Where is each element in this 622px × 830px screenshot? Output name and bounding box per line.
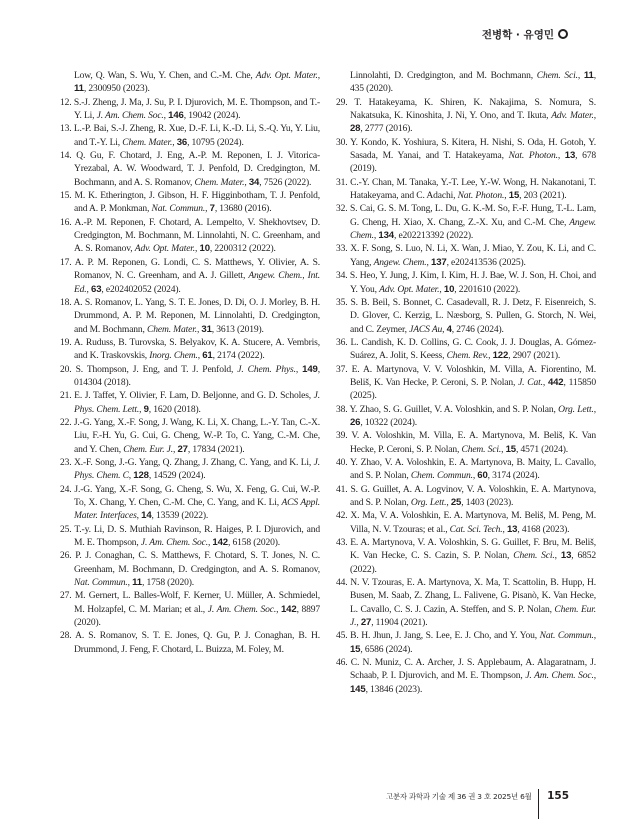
reference-text: , [446,497,451,508]
reference-text: , 6852 (2022). [350,550,596,575]
volume-number: 134 [378,230,394,242]
journal-name: J. Am. Chem. Soc. [96,110,164,122]
reference-number: 15. [60,190,75,202]
circle-ring-icon [558,29,568,39]
volume-number: 61 [202,350,213,362]
volume-number: 146 [168,110,184,122]
reference-text: , 4571 (2024). [515,443,568,455]
journal-name: Adv. Opt. Mater. [134,243,196,255]
reference-item [60,296,320,336]
journal-name: Nat. Commun. [539,630,594,642]
reference-text: , 13539 (2022). [151,510,209,522]
reference-text: , e202413536 (2025). [446,256,526,268]
journal-name: Chem. Sci. [536,70,578,81]
volume-number: 149 [302,363,318,375]
reference-text: , [127,577,133,589]
footer-divider [538,789,540,819]
reference-item [60,96,320,123]
reference-item [336,456,596,483]
running-header [482,26,568,42]
reference-item [336,176,596,203]
reference-item [60,363,320,390]
reference-text: , [195,243,200,255]
volume-number: 27 [177,443,188,455]
reference-text: , 2200312 (2022). [209,243,276,255]
reference-text: X.-F. Song, J.-G. Yang, Q. Zhang, J. Zhang, C. Yang, and K. Li, [73,456,314,468]
reference-number: 24. [60,483,75,495]
journal-name: J. Phys. Chem. C [74,456,320,482]
volume-number: 15 [350,643,361,655]
journal-name: Chem. Eur. J. [123,443,173,455]
reference-number: 38. [336,403,350,415]
reference-item [60,629,320,656]
journal-name: Inorg. Chem. [149,350,198,362]
reference-text: , [196,323,202,335]
reference-number: 37. [336,363,352,375]
reference-text: , 10795 (2024). [187,136,244,148]
reference-item [60,523,320,550]
volume-number: 145 [350,683,366,695]
reference-text: , 1620 (2018). [148,403,201,415]
reference-text: , 19042 (2024). [183,110,241,122]
reference-item [336,136,596,176]
reference-item [336,656,596,696]
reference-text: , [504,190,509,202]
reference-text: , [442,323,447,335]
references-left-column [60,69,320,656]
reference-text: , e202402052 (2024). [101,283,181,295]
reference-number: 29. [336,96,355,108]
journal-name: Adv. Mater. [551,110,594,122]
reference-text: , 3613 (2019). [211,323,264,335]
journal-name: J. Cat. [518,376,543,388]
volume-number: 15 [508,190,520,202]
reference-item [336,483,596,510]
reference-text: , 115850 (2025). [350,376,596,402]
journal-name: Chem. Sci. [513,550,555,562]
journal-name: Chem. Mater. [122,136,173,148]
reference-text: A. S. Romanov, S. T. E. Jones, Q. Gu, P. J. Conaghan, B. H. Drummond, J. Feng, F. Chotard, L. Buizza, M. Foley, M. [74,630,320,655]
reference-text: , 1403 (2023). [461,497,514,508]
volume-number: 34 [248,176,260,188]
reference-text: , [295,363,303,375]
reference-text: V. A. Voloshkin, M. Villa, E. A. Martynova, M. Beliš, K. Van Hecke, P. Ceroni, S. P. Nolan, [350,430,596,455]
reference-text: , 1758 (2020). [141,577,194,589]
reference-number: 40. [336,456,351,468]
reference-number: 27. [60,590,75,602]
reference-text: , [577,70,584,81]
volume-number: 27 [360,617,372,629]
reference-number: 44. [336,577,351,589]
reference-text: Y. Kondo, K. Yoshiura, S. Kitera, H. Nishi, S. Oda, H. Gotoh, Y. Sasada, M. Yanai, and T. Hatakeyama, [350,136,596,162]
volume-number: 15 [505,443,516,455]
reference-text: , 2300950 (2023). [83,83,150,95]
reference-text: E. A. Martynova, V. A. Voloshkin, S. G. Guillet, F. Bru, M. Beliš, K. Van Hecke, C. S. Cazin, S. P. Nolan, [350,537,596,562]
journal-name: Chem. Eur. J. [350,603,596,629]
journal-name: Adv. Opt. Mater. [379,283,440,295]
reference-number: 23. [60,456,74,468]
reference-text: , [501,443,506,455]
reference-text: X. Ma, V. A. Voloshkin, E. A. Martynova, M. Beliš, M. Peng, M. Villa, N. V. Tzouras; et al., [350,510,596,535]
reference-text: , 11904 (2021). [371,617,428,629]
reference-text: A. S. Romanov, L. Yang, S. T. E. Jones, D. Di, O. J. Morley, B. H. Drummond, A. P. M. Reponen, M. Linnolahti, D. Credgington, and M. Bochmann, [73,296,320,335]
journal-name: Nat. Photon. [457,190,505,202]
reference-item [60,483,320,523]
reference-text: , [593,670,596,682]
reference-text: , 678 (2019). [350,150,596,175]
journal-name: Cat. Sci. Tech. [449,523,503,535]
volume-number: 122 [492,350,509,362]
reference-text: , [86,283,92,295]
reference-text: E. J. Taffet, Y. Olivier, F. Lam, D. Beljonne, and G. D. Scholes, [74,390,314,402]
reference-text: , [557,150,565,162]
reference-text: , [197,350,203,362]
reference-text: , [426,256,432,268]
reference-text: L.-P. Bai, S.-J. Zheng, R. Xue, D.-F. Li, K.-D. Li, S.-Q. Yu, Y. Liu, and T.-Y. Li, [73,123,320,148]
volume-number: 128 [133,470,149,482]
reference-text: T. Hatakeyama, K. Shiren, K. Nakajima, S. Nomura, S. Nakatsuka, K. Kinoshita, J. Ni, Y. Ono, and T. Ikuta, [350,96,596,122]
reference-text: , 4168 (2023). [517,523,570,535]
reference-text: , [502,523,507,535]
journal-name: Chem. Sci. [461,443,502,455]
reference-text: Y. Zhao, V. A. Voloshkin, E. A. Martynova, B. Maity, L. Cavallo, and S. P. Nolan, [350,456,596,482]
volume-number: 25 [450,497,462,508]
reference-text: , 7526 (2022). [259,176,312,188]
reference-item [336,96,596,136]
reference-item [60,122,320,149]
reference-item [60,456,320,483]
reference-text: , 3174 (2024). [487,470,540,482]
reference-text: , 6586 (2024). [360,643,413,655]
reference-text: B. H. Jhun, J. Jang, S. Lee, E. J. Cho, and Y. You, [350,630,540,642]
reference-text: , 014304 (2018). [74,363,320,388]
reference-text: , [356,617,361,629]
journal-name: Angew. Chem. [373,256,427,268]
reference-text: , [542,376,548,388]
reference-text: S.-J. Zheng, J. Ma, J. Su, P. I. Djurovich, M. E. Thompson, and T.-Y. Li, [73,96,320,122]
volume-number: 442 [547,376,564,388]
reference-number: 32. [336,203,350,215]
reference-text: , [593,403,597,415]
volume-number: 9 [143,403,149,415]
reference-text: J.-G. Yang, X.-F. Song, G. Cheng, S. Wu, X. Feng, G. Cui, W.-P. To, X. Chang, Y. Chen, C.-M. Che, C. Yang, and K. Li, [74,483,320,508]
reference-text: , [317,70,320,81]
reference-number: 36. [336,336,351,348]
volume-number: 11 [74,83,84,95]
reference-number: 43. [336,537,351,549]
reference-text: , [172,136,177,148]
reference-number: 39. [336,430,352,442]
reference-number: 26. [60,550,76,562]
volume-number: 63 [91,283,102,295]
reference-text: S. Thompson, J. Eng, and T. J. Penfold, [75,363,238,375]
header-authors: 전병학 · 유영민 [481,28,554,41]
reference-item [336,403,596,430]
reference-number: 16. [60,216,75,228]
volume-number: 31 [201,323,212,335]
reference-item [336,429,596,456]
reference-text: , [139,403,144,415]
reference-text: Y. Zhao, S. G. Guillet, V. A. Voloshkin, and S. P. Nolan, [349,403,559,415]
reference-number: 33. [336,243,351,255]
reference-text: , 14529 (2024). [148,470,206,482]
reference-text: A. P. M. Reponen, G. Londi, C. S. Matthews, Y. Olivier, A. S. Romanov, N. C. Greenham, and A. J. Gillett, [74,256,320,282]
journal-name: J. Phys. Chem. Lett. [74,390,320,415]
journal-name: Chem. Commun. [410,470,473,482]
volume-number: 142 [212,537,228,549]
reference-text: P. J. Conaghan, C. S. Matthews, F. Chotard, S. T. Jones, N. C. Greenham, M. Bochmann, D. Credgington, and A. S. Romanov, [74,550,320,575]
reference-number: 17. [60,256,75,268]
journal-name: J. Am. Chem. Soc. [140,537,208,549]
reference-text: , 6158 (2020). [227,537,280,549]
reference-text: , 2907 (2021). [508,350,561,362]
journal-name: Nat. Photon. [508,150,558,162]
reference-text: M. Gernert, L. Balles-Wolf, F. Kerner, U. Müller, A. Schmiedel, M. Holzapfel, C. M. Marian; et al., [74,590,320,615]
journal-name: Angew. Chem., Int. Ed. [74,270,320,295]
journal-name: Chem. Rev. [446,350,489,362]
reference-text: S. G. Guillet, A. A. Logvinov, V. A. Voloshkin, E. A. Martynova, and S. P. Nolan, [350,483,596,508]
reference-text: , 2201610 (2022). [454,283,521,295]
journal-name: Angew. Chem. [350,216,596,242]
reference-item [60,69,320,96]
reference-number: 22. [60,416,74,428]
volume-number: 13 [506,523,518,535]
volume-number: 7 [209,203,215,215]
reference-number: 31. [336,176,351,188]
reference-number: 30. [336,136,351,148]
reference-text: , 13846 (2023). [365,683,423,695]
journal-name: Chem. Mater. [147,323,197,335]
reference-text: , 203 (2021). [519,190,567,202]
journal-name: J. Am. Chem. Soc. [525,670,594,682]
volume-number: 13 [560,550,572,562]
reference-text: , e202213392 (2022). [393,230,474,242]
reference-item [336,296,596,336]
reference-number: 34. [336,270,350,282]
journal-name: Org. Lett. [410,497,447,508]
reference-number: 21. [60,390,75,402]
reference-text: E. A. Martynova, V. V. Voloshkin, M. Villa, A. Fiorentino, M. Beliš, K. Van Hecke, P. Ceroni, S. P. Nolan, [350,363,596,388]
reference-text: , [244,176,249,188]
journal-name: ACS Appl. Mater. Interfaces [74,497,320,522]
journal-name: Adv. Opt. Mater. [255,70,318,81]
page-number: 155 [547,790,569,802]
reference-text: , [163,110,169,122]
journal-name: J. Am. Chem. Soc. [207,603,277,615]
volume-number: 4 [446,323,452,335]
reference-item [60,216,320,256]
reference-text: , [128,470,134,482]
reference-item [60,589,320,629]
reference-item [336,202,596,242]
reference-text: , 2174 (2022). [212,350,265,362]
journal-name: Nat. Commun. [74,577,128,589]
reference-text: , [593,630,596,642]
reference-text: , [173,443,178,455]
reference-text: S. B. Beil, S. Bonnet, C. Casadevall, R. J. Detz, F. Eisenreich, S. D. Glover, C. Kerzig, L. Næsborg, S. Pullen, G. Storch, N. Wei, and C. Zeymer, [350,296,596,335]
reference-item [60,149,320,189]
reference-item [336,576,596,629]
reference-item [336,336,596,363]
reference-text: , [205,203,210,215]
page-footer [386,781,569,811]
reference-text: Q. Gu, F. Chotard, J. Eng, A.-P. M. Reponen, I. J. Vitorica-Yrezabal, A. W. Woodward, T. J. Penfold, D. Credgington, M. Bochmann, and A. S. Romanov, [74,150,320,188]
volume-number: 60 [477,470,488,482]
reference-text: , [488,350,493,362]
reference-number: 28. [60,630,76,642]
journal-name: Org. Lett. [558,403,594,415]
volume-number: 142 [281,603,297,615]
reference-number: 41. [336,483,351,495]
reference-text: , 435 (2020). [350,70,596,95]
references-right-column [336,69,596,696]
reference-text: Low, Q. Wan, S. Wu, Y. Chen, and C.-M. Che, [74,70,256,81]
footer-journal-info: 고분자 과학과 기술 제 36 권 3 호 2025년 6월 [386,791,532,801]
reference-number: 14. [60,150,77,162]
reference-number: 19. [60,336,74,348]
reference-text: N. V. Tzouras, E. A. Martynova, X. Ma, T. Scattolin, B. Hupp, H. Busen, M. Saab, Z. Zhang, L. Falivene, G. Pisanò, K. Van Hecke, L. Cavallo, C. S. J. Cazin, A. Steffen, and S. P. Nolan, [350,577,596,615]
reference-text: , 2777 (2016). [360,123,413,135]
reference-item [336,629,596,656]
reference-number: 25. [60,523,75,535]
volume-number: 11 [132,577,142,589]
reference-item [60,189,320,216]
reference-text: C.-Y. Chan, M. Tanaka, Y.-T. Lee, Y.-W. Wong, H. Nakanotani, T. Hatakeyama, and C. Adachi, [350,176,596,202]
reference-item [60,336,320,363]
reference-item [60,416,320,456]
reference-text: M. K. Etherington, J. Gibson, H. F. Higginbotham, T. J. Penfold, and A. P. Monkman, [74,190,320,215]
reference-text: , [276,603,281,615]
reference-text: T.-y. Li, D. S. Muthiah Ravinson, R. Haiges, P. I. Djurovich, and M. E. Thompson, [74,523,320,549]
reference-number: 42. [336,510,351,522]
volume-number: 14 [141,510,152,522]
journal-name: Nat. Commun. [151,203,206,215]
reference-text: , 13680 (2016). [214,203,272,215]
reference-text: L. Candish, K. D. Collins, G. C. Cook, J. J. Douglas, A. Gómez-Suárez, A. Jolit, S. Keess, [350,336,596,362]
reference-number: 18. [60,296,74,308]
reference-item [60,549,320,589]
volume-number: 11 [583,70,594,81]
reference-number: 12. [60,96,74,108]
journal-name: JACS Au [409,323,443,335]
reference-item [60,389,320,416]
volume-number: 10 [199,243,210,255]
reference-text: , [439,283,444,295]
reference-text: Linnolahti, D. Credgington, and M. Bochmann, [350,70,537,81]
reference-text: , 10322 (2024). [360,416,417,428]
volume-number: 13 [564,150,576,162]
journal-name: Chem. Mater. [194,176,245,188]
reference-text: , [554,550,561,562]
reference-number: 13. [60,123,74,135]
volume-number: 36 [176,136,188,148]
reference-item [336,363,596,403]
reference-text: , [373,230,379,242]
reference-item [336,509,596,536]
reference-number: 45. [336,630,351,642]
reference-item [336,69,596,96]
reference-item [336,536,596,576]
reference-text: S. Cai, G. S. M. Tong, L. Du, G. K.-M. So, F.-F. Hung, T.-L. Lam, G. Cheng, H. Xiao, X. Chang, Z.-X. Xu, and C.-M. Che, [349,203,596,228]
reference-number: 46. [336,657,351,669]
volume-number: 10 [443,283,455,295]
reference-item [60,256,320,296]
reference-text: A.-P. M. Reponen, F. Chotard, A. Lempelto, V. Shekhovtsev, D. Credgington, M. Bochmann, M. Linnolahti, N. C. Greenham, and A. S. Romanov, [74,216,320,255]
volume-number: 26 [350,416,361,428]
reference-text: A. Ruduss, B. Turovska, S. Belyakov, K. A. Stucere, A. Vembris, and K. Traskovskis, [73,336,320,362]
reference-text: X. F. Song, S. Luo, N. Li, X. Wan, J. Miao, Y. Zou, K. Li, and C. Yang, [350,243,596,268]
reference-text: , 17834 (2021). [187,443,245,455]
reference-item [336,269,596,296]
volume-number: 137 [431,256,447,268]
reference-text: , [472,470,478,482]
reference-text: C. N. Muniz, C. A. Archer, J. S. Applebaum, A. Alagaratnam, J. Schaab, P. I. Djurovich, and M. E. Thompson, [350,657,596,682]
reference-number: 35. [336,296,351,308]
reference-text: , 2746 (2024). [451,323,504,335]
journal-name: J. Chem. Phys. [237,363,296,375]
volume-number: 28 [350,123,361,135]
reference-number: 20. [60,363,76,375]
reference-text: , [136,510,142,522]
reference-text: , [593,110,596,122]
reference-text: J.-G. Yang, X.-F. Song, J. Wang, K. Li, X. Chang, L.-Y. Tan, C.-X. Liu, F.-H. Yu, G. Cui, G. Cheng, W.-P. To, C. Yang, C.-M. Che, and Y. Chen, [73,416,320,455]
reference-text: S. Heo, Y. Jung, J. Kim, I. Kim, H. J. Bae, W. J. Son, H. Choi, and Y. You, [349,270,596,295]
reference-text: , [207,537,213,549]
reference-item [336,242,596,269]
reference-text: , 8897 (2020). [74,603,320,629]
